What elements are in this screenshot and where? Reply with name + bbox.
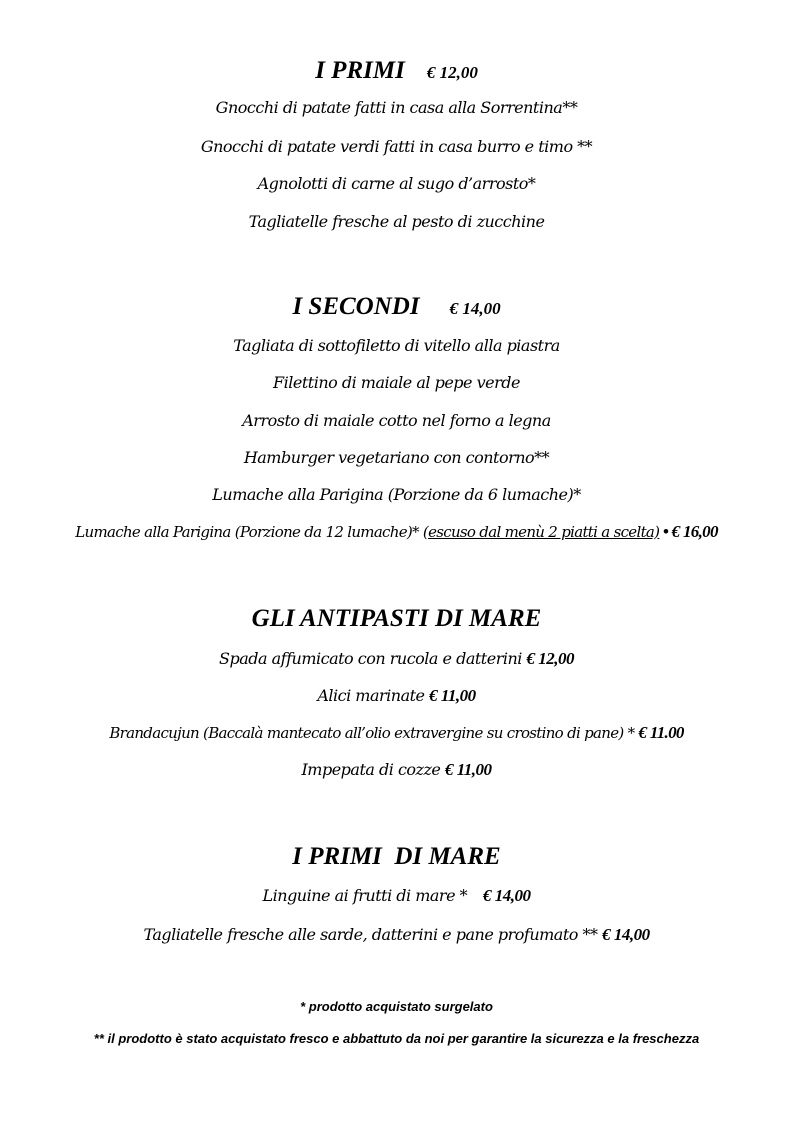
item-name: Alici marinate bbox=[317, 686, 430, 705]
footnote-frozen: * prodotto acquistato surgelato bbox=[300, 999, 493, 1014]
menu-item: Gnocchi di patate fatti in casa alla Sorrentina** bbox=[215, 98, 578, 117]
menu-item: Hamburger vegetariano con contorno** bbox=[243, 448, 550, 467]
menu-item: Arrosto di maiale cotto nel forno a legna bbox=[242, 411, 551, 430]
menu-item bbox=[0, 723, 793, 743]
special-item-text: Lumache alla Parigina (Porzione da 12 lumache)* bbox=[75, 523, 423, 541]
antipasti-mare-title: GLI ANTIPASTI DI MARE bbox=[251, 605, 542, 632]
item-name: Spada affumicato con rucola e datterini bbox=[219, 649, 527, 668]
menu-item bbox=[0, 649, 793, 669]
section-title-primi-mare bbox=[0, 843, 793, 871]
special-item-note: (escuso dal menù 2 piatti a scelta) bbox=[422, 523, 660, 541]
menu-item: Agnolotti di carne al sugo d’arrosto* bbox=[257, 174, 536, 193]
item-price: € 14,00 bbox=[471, 886, 531, 905]
section-title-antipasti-mare bbox=[0, 605, 793, 633]
secondi-price: € 14,00 bbox=[449, 299, 501, 318]
menu-item bbox=[0, 760, 793, 780]
menu-item bbox=[0, 925, 793, 945]
item-price: € 11.00 bbox=[638, 723, 684, 742]
menu-item bbox=[0, 686, 793, 706]
section-title-primi bbox=[0, 57, 793, 87]
menu-item-special bbox=[0, 522, 793, 542]
item-price: € 11,00 bbox=[444, 760, 492, 779]
footnote-fresh: ** il prodotto è stato acquistato fresco e abbattuto da noi per garantire la sicurezza e la freschezza bbox=[93, 1031, 700, 1046]
item-name: Impepata di cozze bbox=[301, 760, 445, 779]
primi-mare-title: I PRIMI DI MARE bbox=[292, 843, 501, 870]
item-price: € 12,00 bbox=[526, 649, 574, 668]
item-price: € 11,00 bbox=[429, 686, 476, 705]
item-name: Linguine ai frutti di mare * bbox=[262, 886, 472, 905]
section-title-secondi bbox=[0, 293, 793, 323]
primi-title: I PRIMI bbox=[315, 57, 405, 84]
primi-price: € 12,00 bbox=[426, 63, 478, 82]
item-name: Tagliatelle fresche alle sarde, datterini e pane profumato ** bbox=[143, 925, 603, 944]
menu-item bbox=[0, 886, 793, 906]
menu-item: Gnocchi di patate verdi fatti in casa burro e timo ** bbox=[200, 137, 593, 156]
item-name: Brandacujun (Baccalà mantecato all’olio extravergine su crostino di pane) * bbox=[109, 724, 639, 742]
item-price: € 14,00 bbox=[602, 925, 650, 944]
menu-item: Filettino di maiale al pepe verde bbox=[273, 373, 520, 392]
menu-item: Tagliatelle fresche al pesto di zucchine bbox=[248, 212, 545, 231]
menu-item: Lumache alla Parigina (Porzione da 6 lumache)* bbox=[212, 485, 581, 504]
special-item-price: • € 16,00 bbox=[659, 522, 718, 541]
menu-item: Tagliata di sottofiletto di vitello alla piastra bbox=[233, 336, 560, 355]
secondi-title: I SECONDI bbox=[292, 293, 420, 320]
